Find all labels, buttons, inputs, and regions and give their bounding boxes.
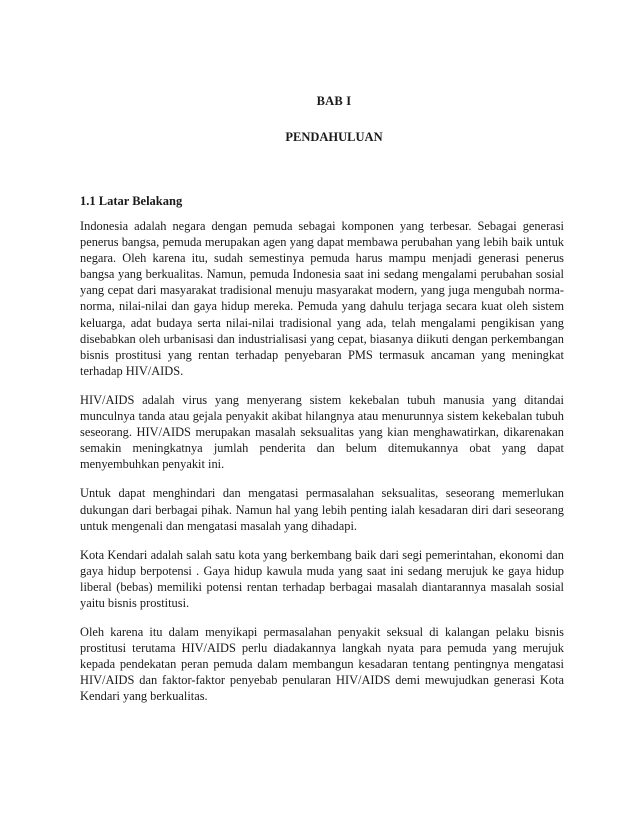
- paragraph: HIV/AIDS adalah virus yang menyerang sistem kekebalan tubuh manusia yang ditandai munculnya tanda atau gejala penyakit akibat hilangnya atau menurunnya sistem kekebalan tubuh seseorang. HIV/AIDS merupakan masalah seksualitas yang kian menghawatirkan, dikarenakan semakin meningkatnya jumlah penderita dan belum ditemukannya obat yang dapat menyembuhkan penyakit ini.: [80, 392, 564, 472]
- chapter-title: PENDAHULUAN: [285, 130, 383, 144]
- paragraph: Oleh karena itu dalam menyikapi permasalahan penyakit seksual di kalangan pelaku bisnis prostitusi terutama HIV/AIDS perlu diadakannya langkah nyata para pemuda yang merujuk kepada pendekatan peran pemuda dalam membangun kesadaran tentang pentingnya mengatasi HIV/AIDS dan faktor-faktor penyebab penularan HIV/AIDS demi mewujudkan generasi Kota Kendari yang berkualitas.: [80, 625, 564, 704]
- body-text: [80, 218, 564, 718]
- paragraph: Kota Kendari adalah salah satu kota yang berkembang baik dari segi pemerintahan, ekonomi dan gaya hidup berpotensi . Gaya hidup kawula muda yang saat ini sedang merujuk ke gaya hidup liberal (bebas) memiliki potensi rentan terhadap berbagai masalah diantarannya masalah sosial yaitu bisnis prostitusi.: [80, 547, 564, 610]
- section-heading: 1.1 Latar Belakang: [80, 194, 183, 208]
- chapter-label: BAB I: [316, 94, 352, 108]
- paragraph: Indonesia adalah negara dengan pemuda sebagai komponen yang terbesar. Sebagai generasi penerus bangsa, pemuda merupakan agen yang dapat membawa perubahan yang lebih baik untuk negara. Oleh karena itu, sudah semestinya pemuda harus mampu menjadi generasi penerus bangsa yang berkualitas. Namun, pemuda Indonesia saat ini sedang mengalami perubahan sosial yang cepat dari masyarakat tradisional menuju masyarakat modern, yang juga mengubah norma-norma, nilai-nilai dan gaya hidup mereka. Pemuda yang dahulu terjaga secara kuat oleh sistem keluarga, adat budaya serta nilai-nilai tradisional yang ada, telah mengalami pengikisan yang disebabkan oleh urbanisasi dan industrialisasi yang cepat, biasanya diikuti dengan perkembangan bisnis prostitusi yang rentan terhadap penyebaran PMS termasuk ancaman yang meningkat terhadap HIV/AIDS.: [80, 219, 564, 378]
- paragraph: Untuk dapat menghindari dan mengatasi permasalahan seksualitas, seseorang memerlukan dukungan dari berbagai pihak. Namun hal yang lebih penting ialah kesadaran diri dari seseorang untuk mengenali dan mengatasi masalah yang dihadapi.: [80, 486, 564, 533]
